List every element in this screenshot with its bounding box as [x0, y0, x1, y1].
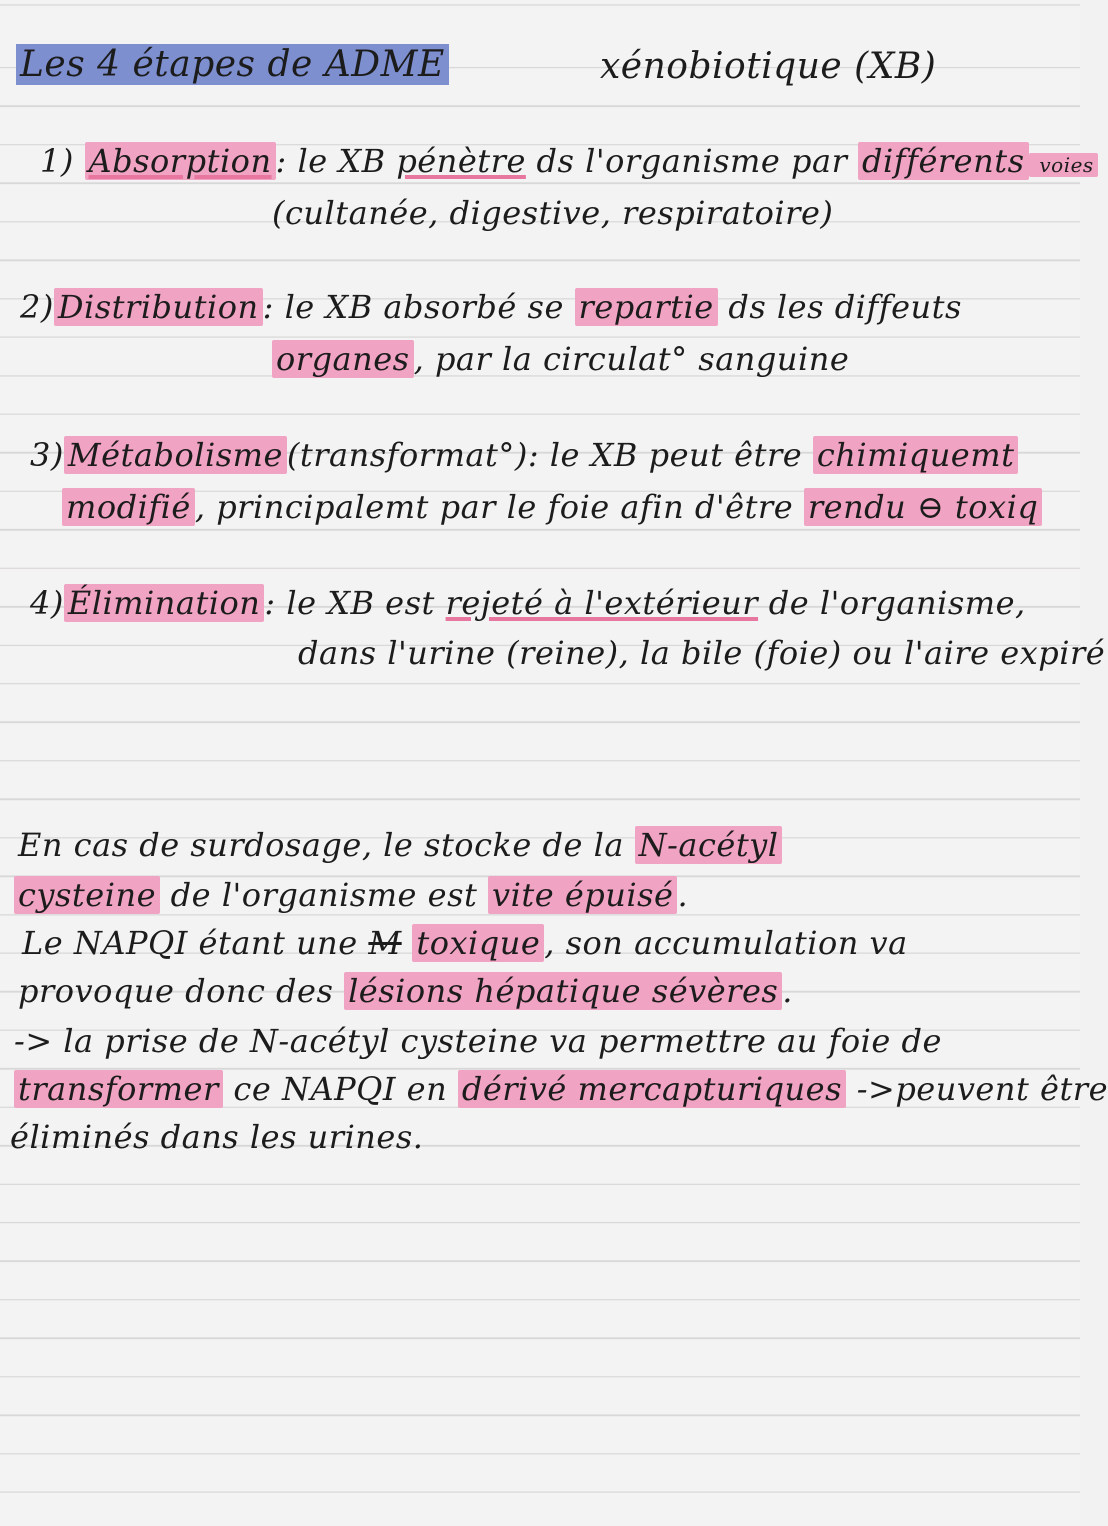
step-elimination-line2: dans l'urine (reine), la bile (foie) ou l'aire expiré: [298, 634, 1106, 672]
paragraph-line4: provoque donc des lésions hépatique sévères .: [18, 972, 793, 1010]
highlight-text: transformer: [14, 1070, 223, 1108]
step-metabolism-line1: 3) Métabolisme (transformat°): le XB peut être chimiquemt: [30, 436, 1018, 474]
paragraph-line3: Le NAPQI étant une M toxique , son accumulation va: [22, 924, 908, 962]
step-metabolism-line2: modifié , principalemt par le foie afin d'être rendu ⊖ toxiq: [62, 488, 1042, 526]
highlight-text: organes: [272, 340, 414, 378]
highlight-text: rejeté à l'extérieur: [445, 584, 759, 622]
paragraph-line2: cysteine de l'organisme est vite épuisé .: [14, 876, 688, 914]
highlight-text: vite épuisé: [488, 876, 677, 914]
step-term: Métabolisme: [64, 436, 287, 474]
step-distribution-line1: 2) Distribution : le XB absorbé se repartie ds les diffeuts: [20, 288, 962, 326]
step-term: Distribution: [54, 288, 263, 326]
highlight-text: pénètre: [396, 142, 526, 180]
step-absorption-line1: 1) Absorption : le XB pénètre ds l'organisme par différents voies: [40, 142, 1098, 180]
step-absorption-line2: (cultanée, digestive, respiratoire): [272, 194, 834, 232]
highlight-text: modifié: [62, 488, 195, 526]
step-elimination-line1: 4) Élimination : le XB est rejeté à l'extérieur de l'organisme,: [30, 584, 1026, 622]
highlight-text: N-acétyl: [635, 826, 783, 864]
strikethrough-text: M: [368, 924, 402, 962]
step-number: 1): [40, 142, 74, 180]
step-distribution-line2: organes , par la circulat° sanguine: [272, 340, 849, 378]
highlight-text: lésions hépatique sévères: [344, 972, 782, 1010]
highlight-text: cysteine: [14, 876, 160, 914]
title-highlight: Les 4 étapes de ADME: [16, 44, 449, 85]
page-title: [16, 44, 449, 85]
highlight-text: repartie: [575, 288, 718, 326]
title-aside: xénobiotique (XB): [600, 46, 937, 87]
highlight-text: rendu ⊖ toxiq: [804, 488, 1042, 526]
paragraph-line6: transformer ce NAPQI en dérivé mercapturiques ->peuvent être: [14, 1070, 1108, 1108]
step-number: 4): [30, 584, 64, 622]
step-term: Absorption: [85, 142, 276, 180]
highlight-text: toxique: [412, 924, 544, 962]
step-number: 2): [20, 288, 54, 326]
paragraph-line7: éliminés dans les urines.: [10, 1118, 424, 1156]
paragraph-line1: En cas de surdosage, le stocke de la N-acétyl: [18, 826, 782, 864]
highlight-text: dérivé mercapturiques: [458, 1070, 846, 1108]
step-term: Élimination: [64, 584, 265, 622]
paragraph-line5: -> la prise de N-acétyl cysteine va permettre au foie de: [14, 1022, 942, 1060]
highlight-text: chimiquemt: [813, 436, 1019, 474]
step-number: 3): [30, 436, 64, 474]
highlight-text: différents: [858, 142, 1028, 180]
